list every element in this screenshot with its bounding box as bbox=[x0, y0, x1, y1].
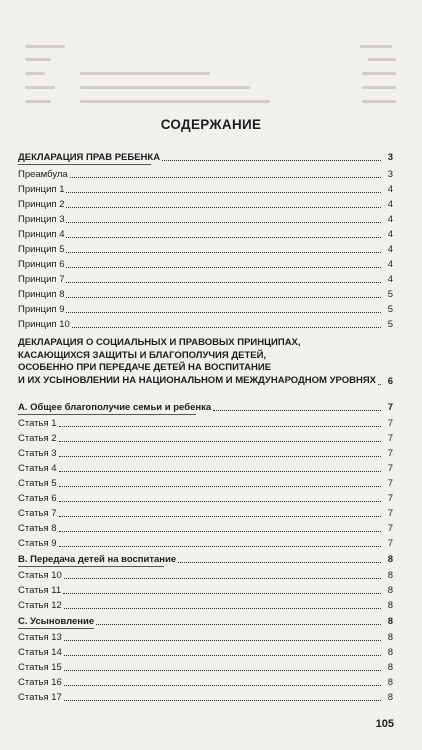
toc-label: Принцип 7 bbox=[18, 274, 65, 285]
leader-dots bbox=[70, 176, 381, 178]
toc-page-number: 7 bbox=[387, 508, 393, 519]
toc-page-number: 7 bbox=[387, 402, 393, 413]
toc-page-number: 7 bbox=[387, 478, 393, 489]
toc-label: Статья 13 bbox=[18, 632, 62, 643]
leader-dots bbox=[66, 191, 381, 193]
heading-underline bbox=[18, 414, 196, 415]
toc-label: Принцип 1 bbox=[18, 184, 65, 195]
toc-page-number: 7 bbox=[387, 418, 393, 429]
heading-underline bbox=[18, 164, 151, 165]
toc-page-number: 4 bbox=[387, 214, 393, 225]
toc-section-a bbox=[18, 402, 393, 413]
toc-item bbox=[18, 244, 393, 255]
toc-label: Принцип 5 bbox=[18, 244, 65, 255]
toc-label: Статья 14 bbox=[18, 647, 62, 658]
toc-label: Принцип 10 bbox=[18, 319, 70, 330]
leader-dots bbox=[66, 296, 381, 298]
toc-label: Статья 4 bbox=[18, 463, 57, 474]
toc-label: Статья 11 bbox=[18, 585, 62, 596]
leader-dots bbox=[59, 500, 381, 502]
toc-item bbox=[18, 478, 393, 489]
toc-page-number: 3 bbox=[387, 152, 393, 163]
toc-item bbox=[18, 662, 393, 673]
leader-dots bbox=[66, 236, 381, 238]
toc-page-number: 4 bbox=[387, 229, 393, 240]
toc-page-number: 5 bbox=[387, 319, 393, 330]
toc-item bbox=[18, 448, 393, 459]
heading-underline bbox=[18, 628, 94, 629]
toc-item bbox=[18, 538, 393, 549]
toc-item bbox=[18, 600, 393, 611]
toc-item bbox=[18, 677, 393, 688]
toc-page-number: 4 bbox=[387, 259, 393, 270]
toc-item bbox=[18, 289, 393, 300]
leader-dots bbox=[63, 592, 381, 594]
toc-page-number: 6 bbox=[387, 376, 393, 387]
toc-label: Статья 6 bbox=[18, 493, 57, 504]
leader-dots bbox=[72, 326, 381, 328]
toc-page-number: 8 bbox=[387, 647, 393, 658]
leader-dots bbox=[213, 409, 381, 411]
toc-item bbox=[18, 433, 393, 444]
toc-page-number: 4 bbox=[387, 199, 393, 210]
toc-page-number: 7 bbox=[387, 433, 393, 444]
leader-dots bbox=[64, 607, 381, 609]
leader-dots bbox=[66, 311, 381, 313]
toc-section-b bbox=[18, 554, 393, 565]
toc-label: Преамбула bbox=[18, 169, 68, 180]
toc-page-number: 4 bbox=[387, 274, 393, 285]
page-number: 105 bbox=[375, 718, 394, 730]
toc-label: Принцип 3 bbox=[18, 214, 65, 225]
leader-dots bbox=[59, 515, 381, 517]
toc-item bbox=[18, 199, 393, 210]
toc-label: Статья 8 bbox=[18, 523, 57, 534]
toc-page-number: 8 bbox=[387, 570, 393, 581]
toc-item bbox=[18, 229, 393, 240]
leader-dots bbox=[59, 530, 381, 532]
leader-dots bbox=[66, 251, 381, 253]
leader-dots bbox=[162, 159, 381, 161]
toc-label: Статья 10 bbox=[18, 570, 62, 581]
toc-item bbox=[18, 692, 393, 703]
leader-dots bbox=[59, 440, 381, 442]
toc-page-number: 8 bbox=[387, 677, 393, 688]
toc-item bbox=[18, 493, 393, 504]
leader-dots bbox=[66, 281, 381, 283]
leader-dots bbox=[66, 221, 381, 223]
toc-heading-declaration-1 bbox=[18, 152, 393, 163]
toc-item bbox=[18, 585, 393, 596]
leader-dots bbox=[64, 654, 381, 656]
leader-dots bbox=[64, 669, 381, 671]
toc-page-number: 7 bbox=[387, 448, 393, 459]
toc-item bbox=[18, 632, 393, 643]
toc-label: ДЕКЛАРАЦИЯ О СОЦИАЛЬНЫХ И ПРАВОВЫХ ПРИНЦИПАХ, КАСАЮЩИХСЯ ЗАЩИТЫ И БЛАГОПОЛУЧИЯ ДЕТЕЙ, ОСОБЕННО ПРИ ПЕРЕДАЧЕ ДЕТЕЙ НА ВОСПИТАНИЕ И ИХ УСЫНОВЛЕНИИ НА НАЦИОНАЛЬНОМ И МЕЖДУНАРОДНОМ УРОВНЯХ bbox=[18, 337, 377, 386]
toc-item bbox=[18, 508, 393, 519]
toc-label: Принцип 6 bbox=[18, 259, 65, 270]
toc-item bbox=[18, 523, 393, 534]
toc-page-number: 8 bbox=[387, 632, 393, 643]
toc-item bbox=[18, 647, 393, 658]
toc-page-number: 4 bbox=[387, 184, 393, 195]
toc-item bbox=[18, 418, 393, 429]
toc-label: Статья 5 bbox=[18, 478, 57, 489]
toc-page-number: 4 bbox=[387, 244, 393, 255]
toc-label: B. Передача детей на воспитание bbox=[18, 554, 177, 565]
leader-dots bbox=[59, 470, 381, 472]
toc-page-number: 8 bbox=[387, 585, 393, 596]
toc-page-number: 7 bbox=[387, 538, 393, 549]
toc-label: ДЕКЛАРАЦИЯ ПРАВ РЕБЕНКА bbox=[18, 152, 161, 163]
toc-label: Принцип 4 bbox=[18, 229, 65, 240]
leader-dots bbox=[59, 455, 381, 457]
toc-label: A. Общее благополучие семьи и ребенка bbox=[18, 402, 212, 413]
leader-dots bbox=[64, 699, 381, 701]
toc-page-number: 7 bbox=[387, 493, 393, 504]
toc-label: Принцип 2 bbox=[18, 199, 65, 210]
toc-item bbox=[18, 319, 393, 330]
toc-section-c bbox=[18, 616, 393, 627]
toc-label: Статья 7 bbox=[18, 508, 57, 519]
toc-page-number: 5 bbox=[387, 289, 393, 300]
toc-item bbox=[18, 169, 393, 180]
toc-item bbox=[18, 274, 393, 285]
toc-item bbox=[18, 214, 393, 225]
leader-dots bbox=[64, 639, 381, 641]
toc-label: C. Усыновление bbox=[18, 616, 95, 627]
leader-dots bbox=[378, 383, 381, 385]
toc-item bbox=[18, 463, 393, 474]
toc-page-number: 5 bbox=[387, 304, 393, 315]
leader-dots bbox=[64, 577, 381, 579]
page-title: СОДЕРЖАНИЕ bbox=[160, 117, 262, 132]
toc-item bbox=[18, 304, 393, 315]
toc-heading-declaration-2 bbox=[18, 337, 393, 387]
toc-label: Статья 17 bbox=[18, 692, 62, 703]
toc-page-number: 8 bbox=[387, 692, 393, 703]
toc-label: Статья 2 bbox=[18, 433, 57, 444]
toc-item bbox=[18, 570, 393, 581]
toc-page-number: 8 bbox=[387, 662, 393, 673]
leader-dots bbox=[59, 485, 381, 487]
leader-dots bbox=[59, 425, 381, 427]
toc-label: Статья 15 bbox=[18, 662, 62, 673]
toc-label: Принцип 8 bbox=[18, 289, 65, 300]
leader-dots bbox=[178, 561, 381, 563]
toc-page-number: 8 bbox=[387, 554, 393, 565]
leader-dots bbox=[59, 545, 381, 547]
toc-label: Статья 1 bbox=[18, 418, 57, 429]
toc-item bbox=[18, 259, 393, 270]
toc-page-number: 7 bbox=[387, 523, 393, 534]
toc-label: Статья 12 bbox=[18, 600, 62, 611]
toc-label: Статья 9 bbox=[18, 538, 57, 549]
toc-label: Принцип 9 bbox=[18, 304, 65, 315]
heading-underline bbox=[18, 566, 164, 567]
toc-item bbox=[18, 184, 393, 195]
toc-page-number: 8 bbox=[387, 616, 393, 627]
leader-dots bbox=[66, 206, 381, 208]
leader-dots bbox=[64, 684, 381, 686]
toc-page-number: 8 bbox=[387, 600, 393, 611]
leader-dots bbox=[96, 623, 381, 625]
toc-page-number: 7 bbox=[387, 463, 393, 474]
leader-dots bbox=[66, 266, 381, 268]
toc-label: Статья 16 bbox=[18, 677, 62, 688]
toc-label: Статья 3 bbox=[18, 448, 57, 459]
toc-page-number: 3 bbox=[387, 169, 393, 180]
